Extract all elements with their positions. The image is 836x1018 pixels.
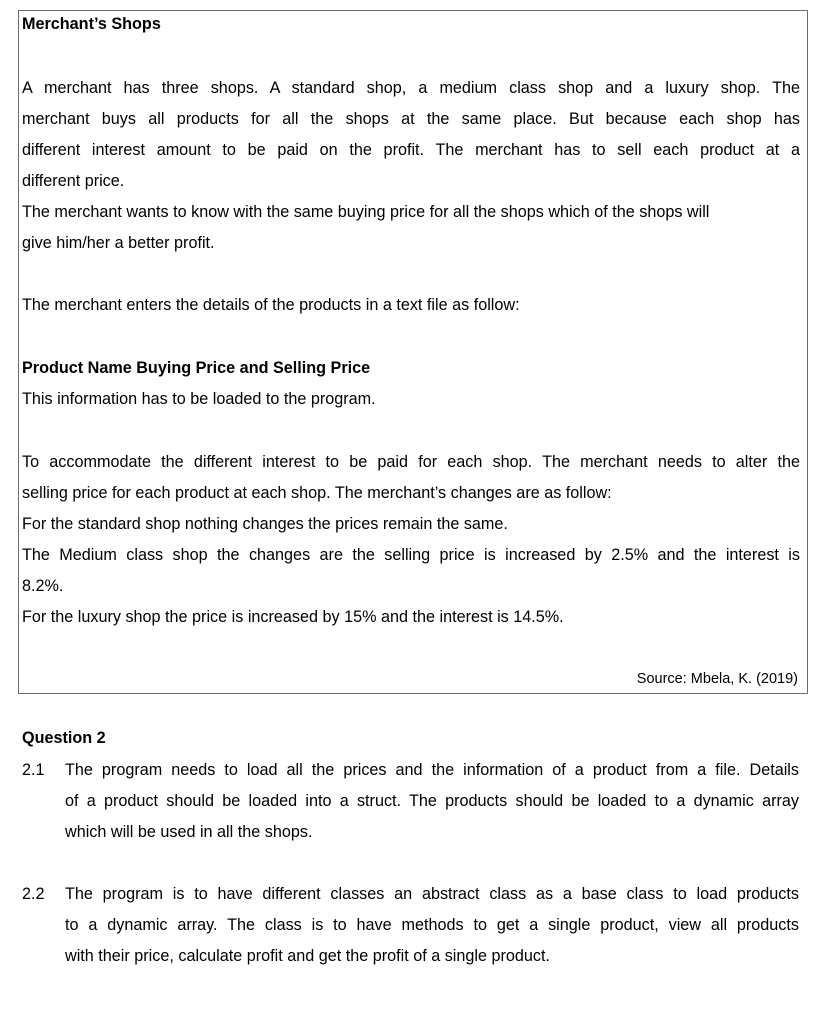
question-item-line: The program needs to load all the prices and the information of a product from a file. Details [65, 761, 799, 779]
paragraph1-line-4: different price. [22, 172, 125, 190]
question-item-line: The program is to have different classes an abstract class as a base class to load products [65, 885, 799, 903]
question-title: Question 2 [22, 729, 106, 747]
format-heading: Product Name Buying Price and Selling Price [22, 359, 371, 377]
paragraph4-line-3: For the standard shop nothing changes the prices remain the same. [22, 515, 508, 533]
question-item-line: to a dynamic array. The class is to have methods to get a single product, view all products [65, 916, 799, 934]
question-item-line: of a product should be loaded into a struct. The products should be loaded to a dynamic array [65, 792, 799, 810]
source-citation: Source: Mbela, K. (2019) [636, 671, 798, 687]
format-note: This information has to be loaded to the program. [22, 390, 376, 408]
paragraph1-line-2: merchant buys all products for all the shops at the same place. But because each shop has [22, 110, 800, 128]
paragraph1-line-1: A merchant has three shops. A standard shop, a medium class shop and a luxury shop. The [22, 79, 800, 97]
question-item-number: 2.2 [22, 885, 45, 903]
paragraph3: The merchant enters the details of the products in a text file as follow: [22, 296, 520, 314]
paragraph4-line-4: The Medium class shop the changes are the selling price is increased by 2.5% and the interest is [22, 546, 800, 564]
paragraph1-line-3: different interest amount to be paid on the profit. The merchant has to sell each product at a [22, 141, 800, 159]
question-item-number: 2.1 [22, 761, 45, 779]
case-study-title: Merchant’s Shops [22, 15, 161, 33]
paragraph2-line-2: give him/her a better profit. [22, 234, 215, 252]
paragraph4-line-5: 8.2%. [22, 577, 64, 595]
paragraph2-line-1: The merchant wants to know with the same buying price for all the shops which of the shops will [22, 203, 710, 221]
question-item-line: which will be used in all the shops. [65, 823, 313, 841]
paragraph4-line-1: To accommodate the different interest to be paid for each shop. The merchant needs to alter the [22, 453, 800, 471]
paragraph4-line-6: For the luxury shop the price is increased by 15% and the interest is 14.5%. [22, 608, 564, 626]
case-study-box [18, 10, 808, 694]
question-item-line: with their price, calculate profit and get the profit of a single product. [65, 947, 550, 965]
paragraph4-line-2: selling price for each product at each shop. The merchant’s changes are as follow: [22, 484, 612, 502]
